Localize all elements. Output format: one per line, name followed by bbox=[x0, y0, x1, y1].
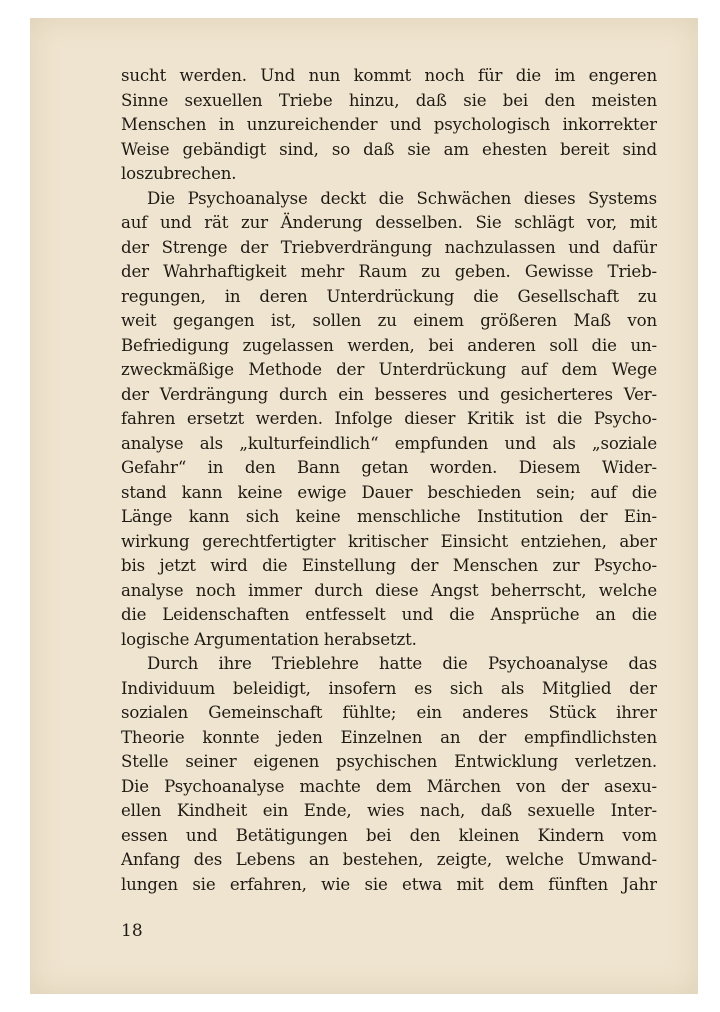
text-line: stand kann keine ewige Dauer beschieden sein; auf die bbox=[121, 482, 657, 502]
text-line: Die Psychoanalyse machte dem Märchen von der asexu- bbox=[121, 776, 657, 796]
text-line: Individuum beleidigt, insofern es sich als Mitglied der bbox=[121, 678, 657, 698]
text-line: logische Argumentation herabsetzt. bbox=[121, 629, 417, 649]
paragraph-3 bbox=[121, 652, 657, 897]
page-number: 18 bbox=[121, 921, 143, 941]
text-line: lungen sie erfahren, wie sie etwa mit dem fünften Jahr bbox=[121, 874, 657, 894]
paragraph-1 bbox=[121, 64, 657, 187]
text-line: Anfang des Lebens an bestehen, zeigte, welche Umwand- bbox=[121, 850, 657, 869]
text-line: auf und rät zur Änderung desselben. Sie schlägt vor, mit bbox=[121, 213, 657, 232]
text-line: die Leidenschaften entfesselt und die Ansprüche an die bbox=[121, 605, 657, 624]
text-line: Stelle seiner eigenen psychischen Entwicklung verletzen. bbox=[121, 752, 657, 771]
text-line: Weise gebändigt sind, so daß sie am ehesten bereit sind bbox=[121, 139, 657, 159]
text-line: Die Psychoanalyse deckt die Schwächen dieses Systems bbox=[147, 188, 657, 208]
text-line: sozialen Gemeinschaft fühlte; ein anderes Stück ihrer bbox=[121, 703, 657, 722]
text-line: sucht werden. Und nun kommt noch für die im engeren bbox=[121, 66, 657, 85]
text-line: Sinne sexuellen Triebe hinzu, daß sie bei den meisten bbox=[121, 90, 657, 110]
text-line: analyse als „kulturfeindlich“ empfunden und als „soziale bbox=[121, 433, 657, 453]
text-line: ellen Kindheit ein Ende, wies nach, daß sexuelle Inter- bbox=[121, 801, 657, 820]
paragraph-2 bbox=[121, 187, 657, 653]
text-line: der Wahrhaftigkeit mehr Raum zu geben. Gewisse Trieb- bbox=[121, 262, 657, 281]
body-text bbox=[121, 64, 657, 897]
text-line: analyse noch immer durch diese Angst beherrscht, welche bbox=[121, 580, 657, 600]
text-line: der Strenge der Triebverdrängung nachzulassen und dafür bbox=[121, 237, 657, 257]
text-line: Durch ihre Trieblehre hatte die Psychoanalyse das bbox=[147, 654, 657, 673]
text-line: bis jetzt wird die Einstellung der Menschen zur Psycho- bbox=[121, 556, 657, 575]
text-line: essen und Betätigungen bei den kleinen Kindern vom bbox=[121, 825, 657, 845]
text-line: Befriedigung zugelassen werden, bei anderen soll die un- bbox=[121, 335, 657, 355]
text-line: Menschen in unzureichender und psychologisch inkorrekter bbox=[121, 115, 657, 134]
text-line: Gefahr“ in den Bann getan worden. Diesem Wider- bbox=[121, 458, 657, 477]
text-line: Länge kann sich keine menschliche Institution der Ein- bbox=[121, 507, 657, 526]
text-line: Theorie konnte jeden Einzelnen an der empfindlichsten bbox=[121, 727, 657, 747]
text-line: wirkung gerechtfertigter kritischer Einsicht entziehen, aber bbox=[121, 531, 657, 551]
text-line: weit gegangen ist, sollen zu einem größeren Maß von bbox=[121, 311, 657, 330]
text-line: zweckmäßige Methode der Unterdrückung auf dem Wege bbox=[121, 360, 657, 379]
text-line: der Verdrängung durch ein besseres und gesicherteres Ver- bbox=[121, 384, 657, 404]
text-line: regungen, in deren Unterdrückung die Gesellschaft zu bbox=[121, 286, 657, 306]
text-line: loszubrechen. bbox=[121, 164, 237, 183]
text-line: fahren ersetzt werden. Infolge dieser Kritik ist die Psycho- bbox=[121, 409, 657, 428]
